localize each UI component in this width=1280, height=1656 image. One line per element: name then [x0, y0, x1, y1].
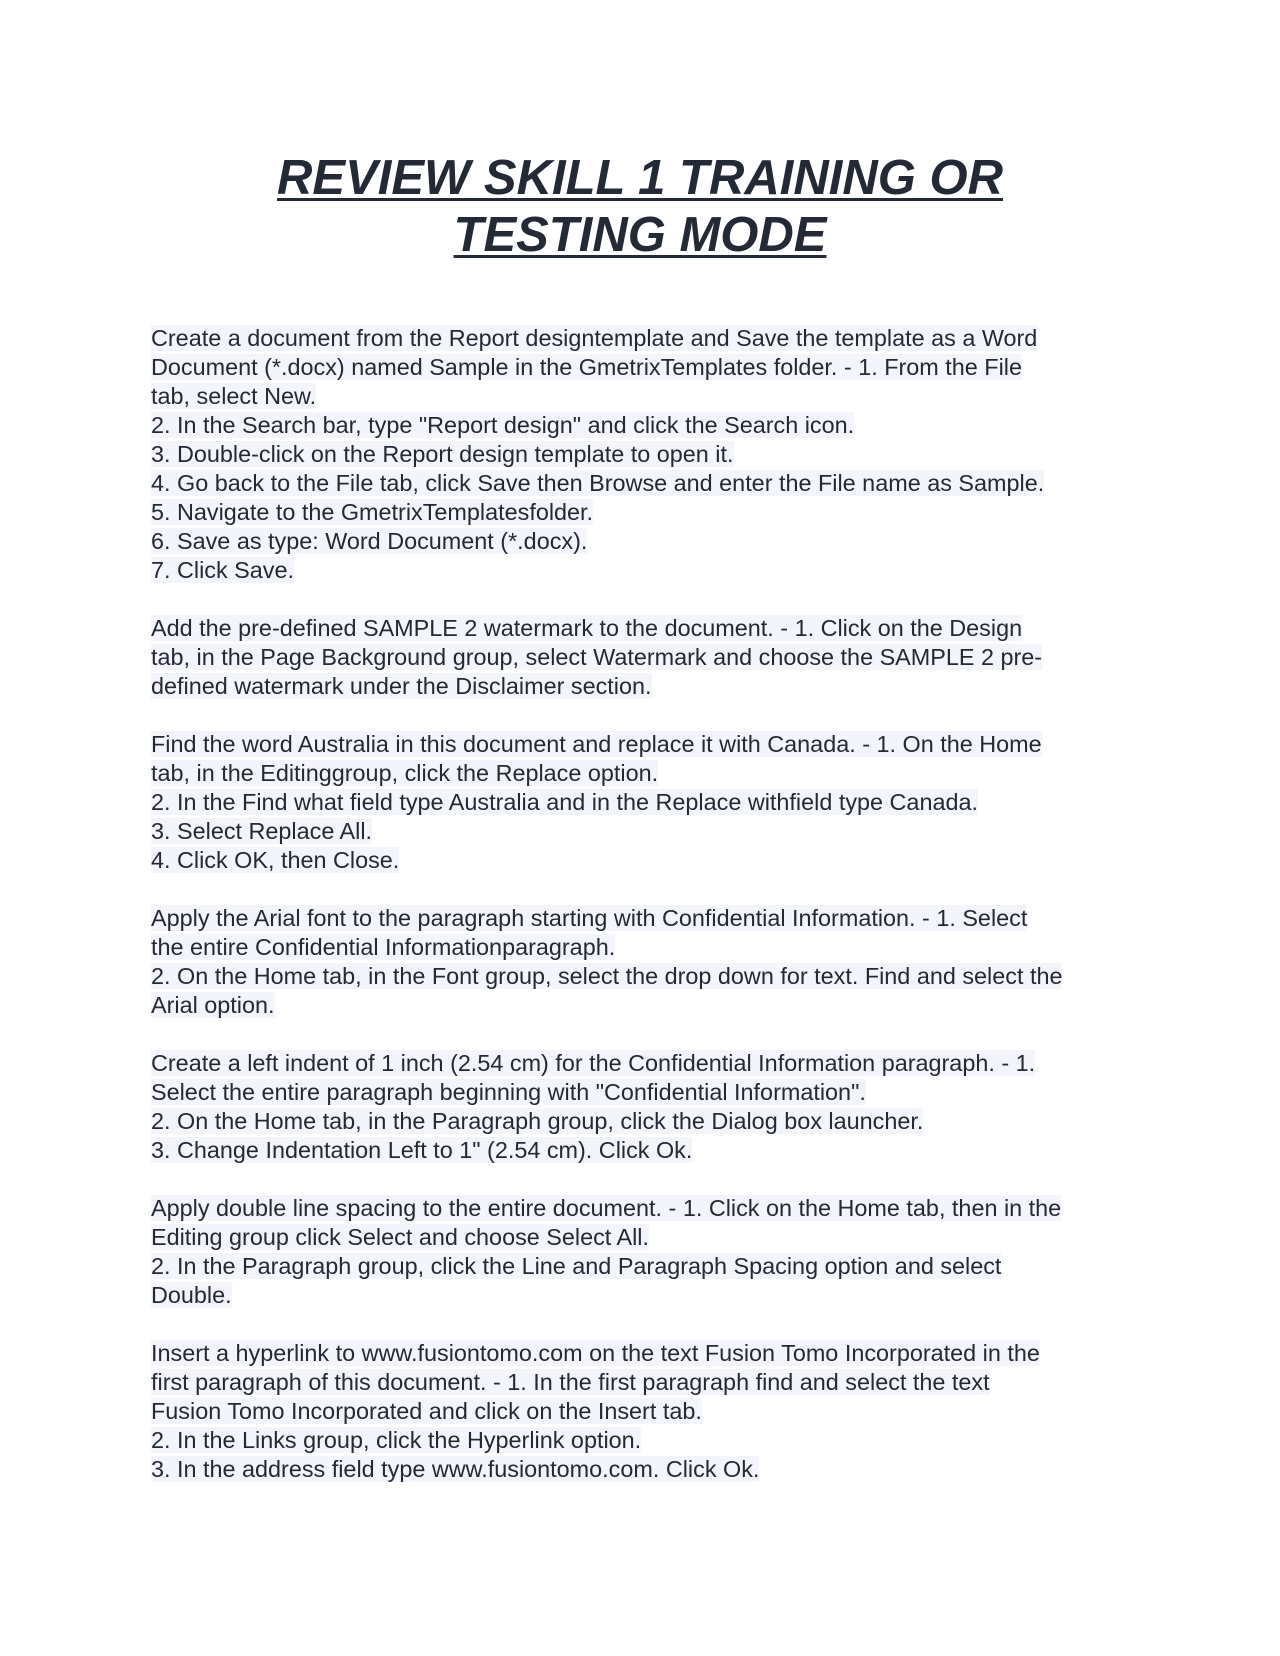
- document-title: [150, 150, 1130, 264]
- task-line: [151, 817, 1141, 846]
- task-line: [151, 324, 1141, 353]
- task-line: [151, 1252, 1141, 1281]
- task-line-text: Editing group click Select and choose Select All.: [151, 1224, 649, 1250]
- task-line-text: 5. Navigate to the GmetrixTemplatesfolder.: [151, 499, 594, 525]
- task-line: [151, 1426, 1141, 1455]
- task-line: [151, 904, 1141, 933]
- task-line-text: Create a left indent of 1 inch (2.54 cm) for the Confidential Information paragraph. - 1.: [151, 1050, 1036, 1076]
- task-line-text: Apply double line spacing to the entire document. - 1. Click on the Home tab, then in the: [151, 1195, 1062, 1221]
- task-line: [151, 1107, 1141, 1136]
- task-line-text: 2. On the Home tab, in the Paragraph group, click the Dialog box launcher.: [151, 1108, 924, 1134]
- task-line-text: tab, select New.: [151, 383, 317, 409]
- task-line-text: tab, in the Page Background group, select Watermark and choose the SAMPLE 2 pre-: [151, 644, 1043, 670]
- task-paragraph: [151, 1194, 1141, 1310]
- task-line: [151, 1339, 1141, 1368]
- task-line-text: Select the entire paragraph beginning with "Confidential Information".: [151, 1079, 866, 1105]
- task-line-text: the entire Confidential Informationparagraph.: [151, 934, 616, 960]
- task-paragraph: [151, 614, 1141, 701]
- task-line: [151, 440, 1141, 469]
- task-line-text: Create a document from the Report designtemplate and Save the template as a Word: [151, 325, 1038, 351]
- task-line: [151, 759, 1141, 788]
- task-line-text: 3. Select Replace All.: [151, 818, 373, 844]
- task-line-text: 2. On the Home tab, in the Font group, select the drop down for text. Find and select the: [151, 963, 1063, 989]
- task-line-text: 2. In the Search bar, type "Report design" and click the Search icon.: [151, 412, 855, 438]
- document-title-line-1: REVIEW SKILL 1 TRAINING OR: [277, 151, 1003, 205]
- task-line: [151, 1281, 1141, 1310]
- task-line-text: Arial option.: [151, 992, 275, 1018]
- task-line: [151, 382, 1141, 411]
- task-line-text: 7. Click Save.: [151, 557, 294, 583]
- task-paragraph: [151, 324, 1141, 585]
- task-line-text: 3. Double-click on the Report design template to open it.: [151, 441, 734, 467]
- task-line-text: 4. Go back to the File tab, click Save then Browse and enter the File name as Sample.: [151, 470, 1045, 496]
- task-line: [151, 556, 1141, 585]
- task-line: [151, 991, 1141, 1020]
- task-line-text: 2. In the Paragraph group, click the Line and Paragraph Spacing option and select: [151, 1253, 1002, 1279]
- task-line-text: 4. Click OK, then Close.: [151, 847, 400, 873]
- task-line: [151, 1049, 1141, 1078]
- task-line: [151, 643, 1141, 672]
- task-line-text: Fusion Tomo Incorporated and click on the Insert tab.: [151, 1398, 702, 1424]
- task-line: [151, 788, 1141, 817]
- task-line-text: Document (*.docx) named Sample in the GmetrixTemplates folder. - 1. From the File: [151, 354, 1022, 380]
- task-line: [151, 846, 1141, 875]
- task-line-text: 6. Save as type: Word Document (*.docx).: [151, 528, 588, 554]
- task-paragraph: [151, 730, 1141, 875]
- task-line: [151, 1136, 1141, 1165]
- task-line-text: defined watermark under the Disclaimer section.: [151, 673, 652, 699]
- task-line-text: 3. Change Indentation Left to 1" (2.54 cm). Click Ok.: [151, 1137, 693, 1163]
- task-line-text: first paragraph of this document. - 1. In the first paragraph find and select the text: [151, 1369, 990, 1395]
- task-line: [151, 1368, 1141, 1397]
- task-line: [151, 672, 1141, 701]
- task-line: [151, 411, 1141, 440]
- task-line-text: Apply the Arial font to the paragraph starting with Confidential Information. - 1. Select: [151, 905, 1028, 931]
- task-line-text: 3. In the address field type www.fusiontomo.com. Click Ok.: [151, 1456, 760, 1482]
- task-line: [151, 730, 1141, 759]
- task-line: [151, 1078, 1141, 1107]
- task-line: [151, 498, 1141, 527]
- document-body: [151, 324, 1141, 1513]
- task-line-text: Find the word Australia in this document and replace it with Canada. - 1. On the Home: [151, 731, 1042, 757]
- task-line: [151, 962, 1141, 991]
- task-line-text: tab, in the Editinggroup, click the Replace option.: [151, 760, 659, 786]
- document-title-line-2: TESTING MODE: [453, 208, 827, 262]
- task-paragraph: [151, 1339, 1141, 1484]
- task-line: [151, 1397, 1141, 1426]
- task-paragraph: [151, 904, 1141, 1020]
- task-line: [151, 933, 1141, 962]
- task-paragraph: [151, 1049, 1141, 1165]
- task-line: [151, 614, 1141, 643]
- task-line: [151, 1194, 1141, 1223]
- task-line-text: 2. In the Find what field type Australia and in the Replace withfield type Canada.: [151, 789, 978, 815]
- task-line-text: 2. In the Links group, click the Hyperlink option.: [151, 1427, 642, 1453]
- task-line-text: Add the pre-defined SAMPLE 2 watermark to the document. - 1. Click on the Design: [151, 615, 1023, 641]
- task-line: [151, 527, 1141, 556]
- task-line-text: Double.: [151, 1282, 232, 1308]
- task-line: [151, 469, 1141, 498]
- task-line: [151, 1455, 1141, 1484]
- task-line: [151, 1223, 1141, 1252]
- task-line: [151, 353, 1141, 382]
- task-line-text: Insert a hyperlink to www.fusiontomo.com on the text Fusion Tomo Incorporated in the: [151, 1340, 1040, 1366]
